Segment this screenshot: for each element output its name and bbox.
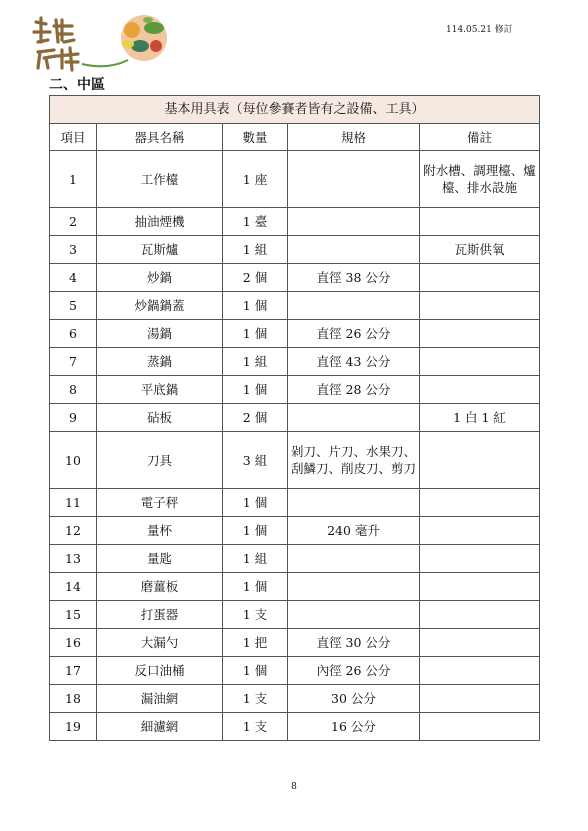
item-name-cell: 炒鍋 <box>97 264 223 292</box>
spec-cell: 剁刀、片刀、水果刀、刮鱗刀、削皮刀、剪刀 <box>288 432 420 489</box>
item-name-cell: 炒鍋鍋蓋 <box>97 292 223 320</box>
table-row <box>50 489 540 517</box>
table-row <box>50 404 540 432</box>
note-cell <box>420 629 540 657</box>
note-cell <box>420 489 540 517</box>
spec-cell <box>288 208 420 236</box>
quantity-cell: 1 組 <box>223 348 288 376</box>
item-number-cell: 9 <box>50 404 97 432</box>
spec-cell: 30 公分 <box>288 685 420 713</box>
table-caption: 基本用具表（每位參賽者皆有之設備、工具） <box>50 96 540 124</box>
logo-calligraphy <box>34 18 78 70</box>
spec-cell: 直徑 28 公分 <box>288 376 420 404</box>
spec-cell: 直徑 30 公分 <box>288 629 420 657</box>
equipment-table <box>49 95 540 741</box>
item-name-cell: 細濾網 <box>97 713 223 741</box>
item-number-cell: 13 <box>50 545 97 573</box>
item-name-cell: 電子秤 <box>97 489 223 517</box>
spec-cell <box>288 151 420 208</box>
spec-cell: 直徑 26 公分 <box>288 320 420 348</box>
item-name-cell: 工作檯 <box>97 151 223 208</box>
quantity-cell: 1 支 <box>223 685 288 713</box>
item-number-cell: 6 <box>50 320 97 348</box>
item-number-cell: 16 <box>50 629 97 657</box>
item-name-cell: 量杯 <box>97 517 223 545</box>
item-number-cell: 2 <box>50 208 97 236</box>
item-name-cell: 打蛋器 <box>97 601 223 629</box>
item-number-cell: 19 <box>50 713 97 741</box>
quantity-cell: 1 支 <box>223 713 288 741</box>
quantity-cell: 3 組 <box>223 432 288 489</box>
table-header-row <box>50 124 540 151</box>
item-name-cell: 漏油網 <box>97 685 223 713</box>
page-number: 8 <box>291 782 297 792</box>
logo <box>28 12 178 72</box>
quantity-cell: 1 個 <box>223 292 288 320</box>
note-cell <box>420 713 540 741</box>
spec-cell: 16 公分 <box>288 713 420 741</box>
quantity-cell: 1 臺 <box>223 208 288 236</box>
item-number-cell: 15 <box>50 601 97 629</box>
item-number-cell: 5 <box>50 292 97 320</box>
table-row <box>50 545 540 573</box>
item-number-cell: 14 <box>50 573 97 601</box>
logo-vegetable-circle <box>121 15 167 61</box>
item-number-cell: 17 <box>50 657 97 685</box>
item-name-cell: 湯鍋 <box>97 320 223 348</box>
item-name-cell: 平底鍋 <box>97 376 223 404</box>
column-header: 規格 <box>288 124 420 151</box>
spec-cell <box>288 292 420 320</box>
quantity-cell: 1 個 <box>223 657 288 685</box>
spec-cell <box>288 489 420 517</box>
spec-cell: 直徑 38 公分 <box>288 264 420 292</box>
column-header: 項目 <box>50 124 97 151</box>
spec-cell <box>288 236 420 264</box>
quantity-cell: 2 個 <box>223 404 288 432</box>
item-name-cell: 砧板 <box>97 404 223 432</box>
revision-date: 114.05.21 修訂 <box>446 25 513 35</box>
table-row <box>50 517 540 545</box>
item-name-cell: 量匙 <box>97 545 223 573</box>
table-row <box>50 236 540 264</box>
note-cell: 附水槽、調理檯、爐檯、排水設施 <box>420 151 540 208</box>
item-name-cell: 大漏勺 <box>97 629 223 657</box>
note-cell <box>420 657 540 685</box>
item-number-cell: 7 <box>50 348 97 376</box>
spec-cell <box>288 404 420 432</box>
quantity-cell: 1 把 <box>223 629 288 657</box>
item-number-cell: 3 <box>50 236 97 264</box>
spec-cell <box>288 573 420 601</box>
note-cell: 瓦斯供氧 <box>420 236 540 264</box>
quantity-cell: 1 個 <box>223 489 288 517</box>
table-row <box>50 713 540 741</box>
column-header: 備註 <box>420 124 540 151</box>
note-cell <box>420 376 540 404</box>
item-name-cell: 抽油煙機 <box>97 208 223 236</box>
note-cell <box>420 545 540 573</box>
item-name-cell: 蒸鍋 <box>97 348 223 376</box>
table-row <box>50 601 540 629</box>
note-cell <box>420 348 540 376</box>
table-row <box>50 432 540 489</box>
table-row <box>50 320 540 348</box>
quantity-cell: 1 個 <box>223 376 288 404</box>
spec-cell: 240 毫升 <box>288 517 420 545</box>
table-row <box>50 348 540 376</box>
table-row <box>50 685 540 713</box>
item-name-cell: 瓦斯爐 <box>97 236 223 264</box>
note-cell: 1 白 1 紅 <box>420 404 540 432</box>
note-cell <box>420 517 540 545</box>
quantity-cell: 1 個 <box>223 320 288 348</box>
note-cell <box>420 601 540 629</box>
quantity-cell: 1 支 <box>223 601 288 629</box>
note-cell <box>420 432 540 489</box>
item-number-cell: 4 <box>50 264 97 292</box>
column-header: 數量 <box>223 124 288 151</box>
spec-cell: 內徑 26 公分 <box>288 657 420 685</box>
spec-cell <box>288 601 420 629</box>
quantity-cell: 1 組 <box>223 236 288 264</box>
note-cell <box>420 320 540 348</box>
column-header: 器具名稱 <box>97 124 223 151</box>
table-row <box>50 657 540 685</box>
table-row <box>50 292 540 320</box>
table-row <box>50 208 540 236</box>
item-number-cell: 8 <box>50 376 97 404</box>
item-name-cell: 刀具 <box>97 432 223 489</box>
note-cell <box>420 573 540 601</box>
table-row <box>50 573 540 601</box>
quantity-cell: 2 個 <box>223 264 288 292</box>
note-cell <box>420 685 540 713</box>
spec-cell <box>288 545 420 573</box>
spec-cell: 直徑 43 公分 <box>288 348 420 376</box>
item-number-cell: 10 <box>50 432 97 489</box>
note-cell <box>420 292 540 320</box>
note-cell <box>420 208 540 236</box>
quantity-cell: 1 個 <box>223 573 288 601</box>
quantity-cell: 1 個 <box>223 517 288 545</box>
quantity-cell: 1 座 <box>223 151 288 208</box>
table-row <box>50 376 540 404</box>
table-row <box>50 151 540 208</box>
table-row <box>50 629 540 657</box>
item-name-cell: 反口油桶 <box>97 657 223 685</box>
quantity-cell: 1 組 <box>223 545 288 573</box>
item-number-cell: 1 <box>50 151 97 208</box>
note-cell <box>420 264 540 292</box>
item-number-cell: 18 <box>50 685 97 713</box>
table-row <box>50 264 540 292</box>
section-title: 二、中區 <box>49 77 105 93</box>
item-number-cell: 12 <box>50 517 97 545</box>
item-number-cell: 11 <box>50 489 97 517</box>
item-name-cell: 磨薑板 <box>97 573 223 601</box>
